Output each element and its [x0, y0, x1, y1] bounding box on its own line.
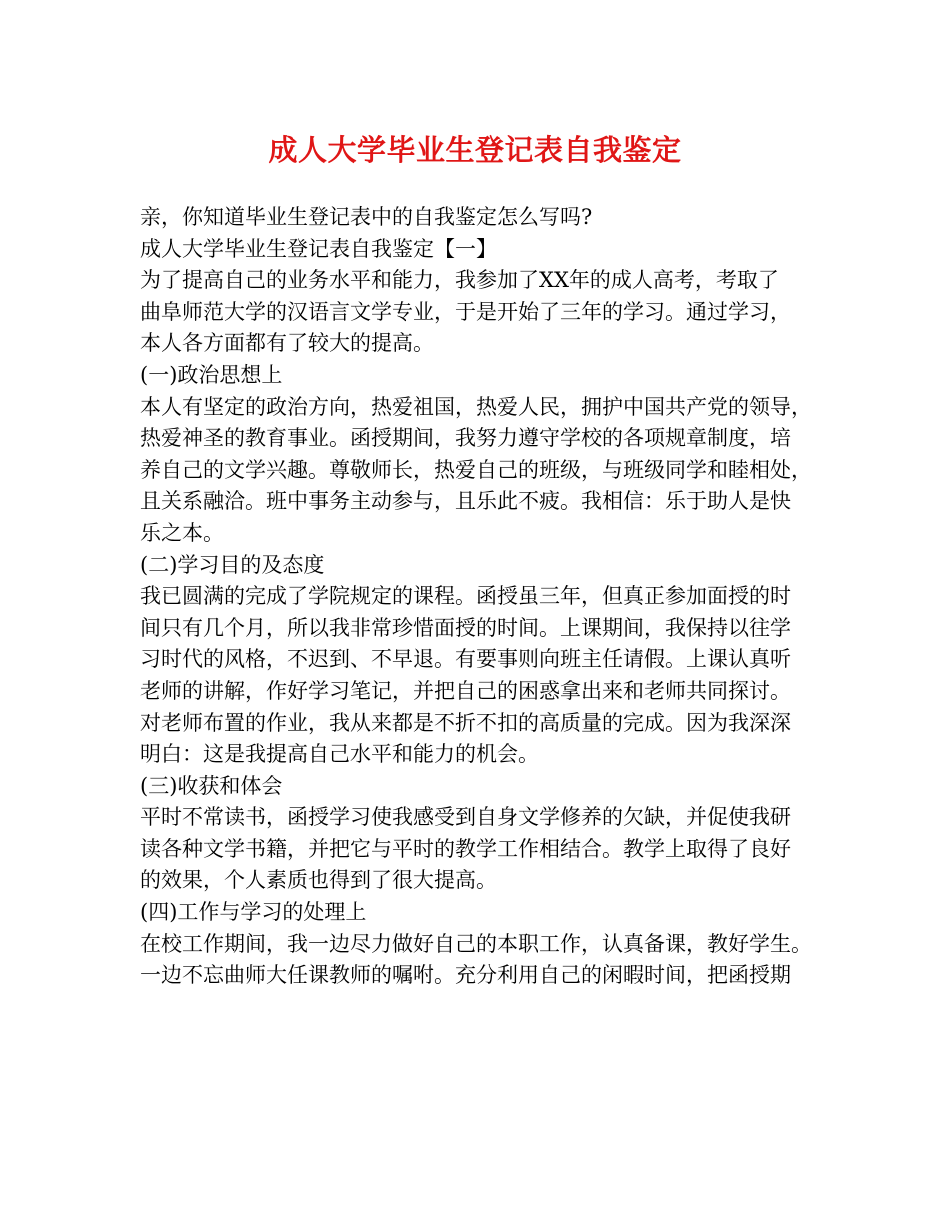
body-line: 我已圆满的完成了学院规定的课程。函授虽三年，但真正参加面授的时 — [140, 584, 791, 609]
body-line: 乐之本。 — [140, 520, 224, 545]
body-line: 为了提高自己的业务水平和能力，我参加了XX年的成人高考，考取了 — [140, 268, 779, 293]
body-line: (三)收获和体会 — [140, 773, 283, 798]
body-line: 一边不忘曲师大任课教师的嘱咐。充分利用自己的闲暇时间，把函授期 — [140, 963, 791, 988]
body-line: (四)工作与学习的处理上 — [140, 900, 367, 925]
body-line: (二)学习目的及态度 — [140, 552, 325, 577]
body-line: 的效果，个人素质也得到了很大提高。 — [140, 868, 497, 893]
body-line: 对老师布置的作业，我从来都是不折不扣的高质量的完成。因为我深深 — [140, 710, 791, 735]
body-line: 习时代的风格，不迟到、不早退。有要事则向班主任请假。上课认真听 — [140, 647, 791, 672]
document-title: 成人大学毕业生登记表自我鉴定 — [268, 133, 682, 167]
body-line: 热爱神圣的教育事业。函授期间，我努力遵守学校的各项规章制度，培 — [140, 426, 791, 451]
body-line: 且关系融洽。班中事务主动参与，且乐此不疲。我相信：乐于助人是快 — [140, 489, 791, 514]
body-line: 成人大学毕业生登记表自我鉴定【一】 — [140, 236, 497, 261]
body-line: 老师的讲解，作好学习笔记，并把自己的困惑拿出来和老师共同探讨。 — [140, 678, 791, 703]
body-line: 明白：这是我提高自己水平和能力的机会。 — [140, 742, 539, 767]
document-body — [140, 202, 830, 992]
body-line: 间只有几个月，所以我非常珍惜面授的时间。上课期间，我保持以往学 — [140, 615, 791, 640]
body-line: 养自己的文学兴趣。尊敬师长，热爱自己的班级，与班级同学和睦相处， — [140, 457, 812, 482]
body-line: 本人各方面都有了较大的提高。 — [140, 331, 434, 356]
body-line: 在校工作期间，我一边尽力做好自己的本职工作，认真备课，教好学生。 — [140, 931, 812, 956]
body-line: 曲阜师范大学的汉语言文学专业，于是开始了三年的学习。通过学习， — [140, 299, 791, 324]
body-line: 读各种文学书籍，并把它与平时的教学工作相结合。教学上取得了良好 — [140, 836, 791, 861]
body-line: 本人有坚定的政治方向，热爱祖国，热爱人民，拥护中国共产党的领导， — [140, 394, 812, 419]
body-line: 亲，你知道毕业生登记表中的自我鉴定怎么写吗? — [140, 205, 593, 229]
body-line: 平时不常读书，函授学习使我感受到自身文学修养的欠缺，并促使我研 — [140, 805, 791, 830]
body-line: (一)政治思想上 — [140, 362, 283, 387]
